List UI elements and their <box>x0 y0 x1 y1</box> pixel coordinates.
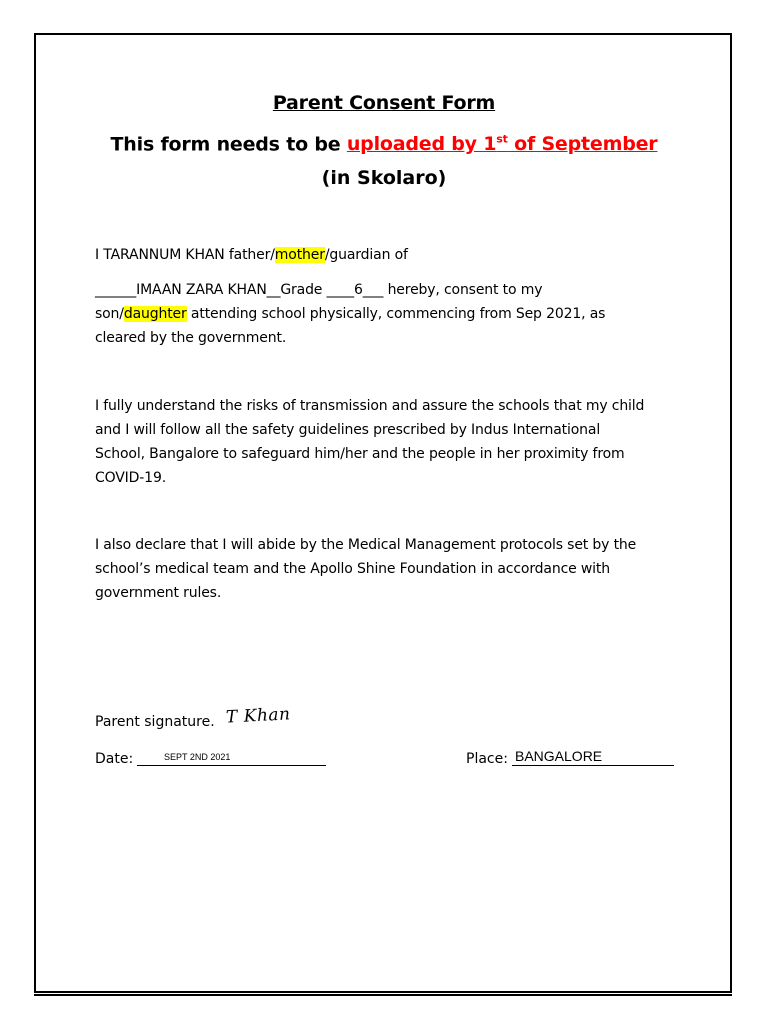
date-value: SEPT 2ND 2021 <box>164 752 231 762</box>
declaration-paragraph <box>95 533 695 605</box>
p1-line1-b: /guardian of <box>324 247 408 263</box>
date-label: Date: <box>95 751 134 767</box>
parent-signature: T Khan <box>225 704 291 728</box>
highlight-mother: mother <box>274 247 325 263</box>
p2-line: COVID-19. <box>95 470 167 486</box>
subtitle-deadline-sup: st <box>496 133 508 146</box>
subtitle-deadline-text: uploaded by 1 <box>346 133 497 156</box>
p3-line: school’s medical team and the Apollo Shine Foundation in accordance with <box>95 561 610 577</box>
form-subtitle-platform: (in Skolaro) <box>321 167 447 189</box>
signature-label: Parent signature. <box>95 714 215 730</box>
p2-line: and I will follow all the safety guidelines prescribed by Indus International <box>95 422 601 438</box>
p1-line4: cleared by the government. <box>95 330 287 346</box>
p1-line2: ______IMAAN ZARA KHAN__Grade ____6___ hereby, consent to my <box>95 282 543 298</box>
p2-line: School, Bangalore to safeguard him/her and the people in her proximity from <box>95 446 625 462</box>
p3-line: I also declare that I will abide by the Medical Management protocols set by the <box>95 537 637 553</box>
p3-line: government rules. <box>95 585 222 601</box>
consent-paragraph-line1 <box>95 243 695 267</box>
safety-paragraph <box>95 394 695 490</box>
p1-line3-b: attending school physically, commencing from Sep 2021, as <box>186 306 606 322</box>
subtitle-deadline <box>347 133 658 155</box>
p1-line3-a: son/ <box>95 306 124 322</box>
form-subtitle <box>0 133 768 155</box>
p2-line: I fully understand the risks of transmission and assure the schools that my child <box>95 398 645 414</box>
subtitle-prefix: This form needs to be <box>110 133 347 156</box>
subtitle-deadline-end: of September <box>507 133 658 156</box>
form-title: Parent Consent Form <box>272 92 496 114</box>
place-underline <box>512 765 674 766</box>
highlight-daughter: daughter <box>123 306 187 322</box>
place-label: Place: <box>466 751 508 767</box>
place-value: BANGALORE <box>515 748 603 764</box>
date-underline <box>137 765 326 766</box>
p1-line3 <box>95 302 695 326</box>
consent-paragraph <box>95 278 695 350</box>
p1-line1-a: I TARANNUM KHAN father/ <box>95 247 275 263</box>
